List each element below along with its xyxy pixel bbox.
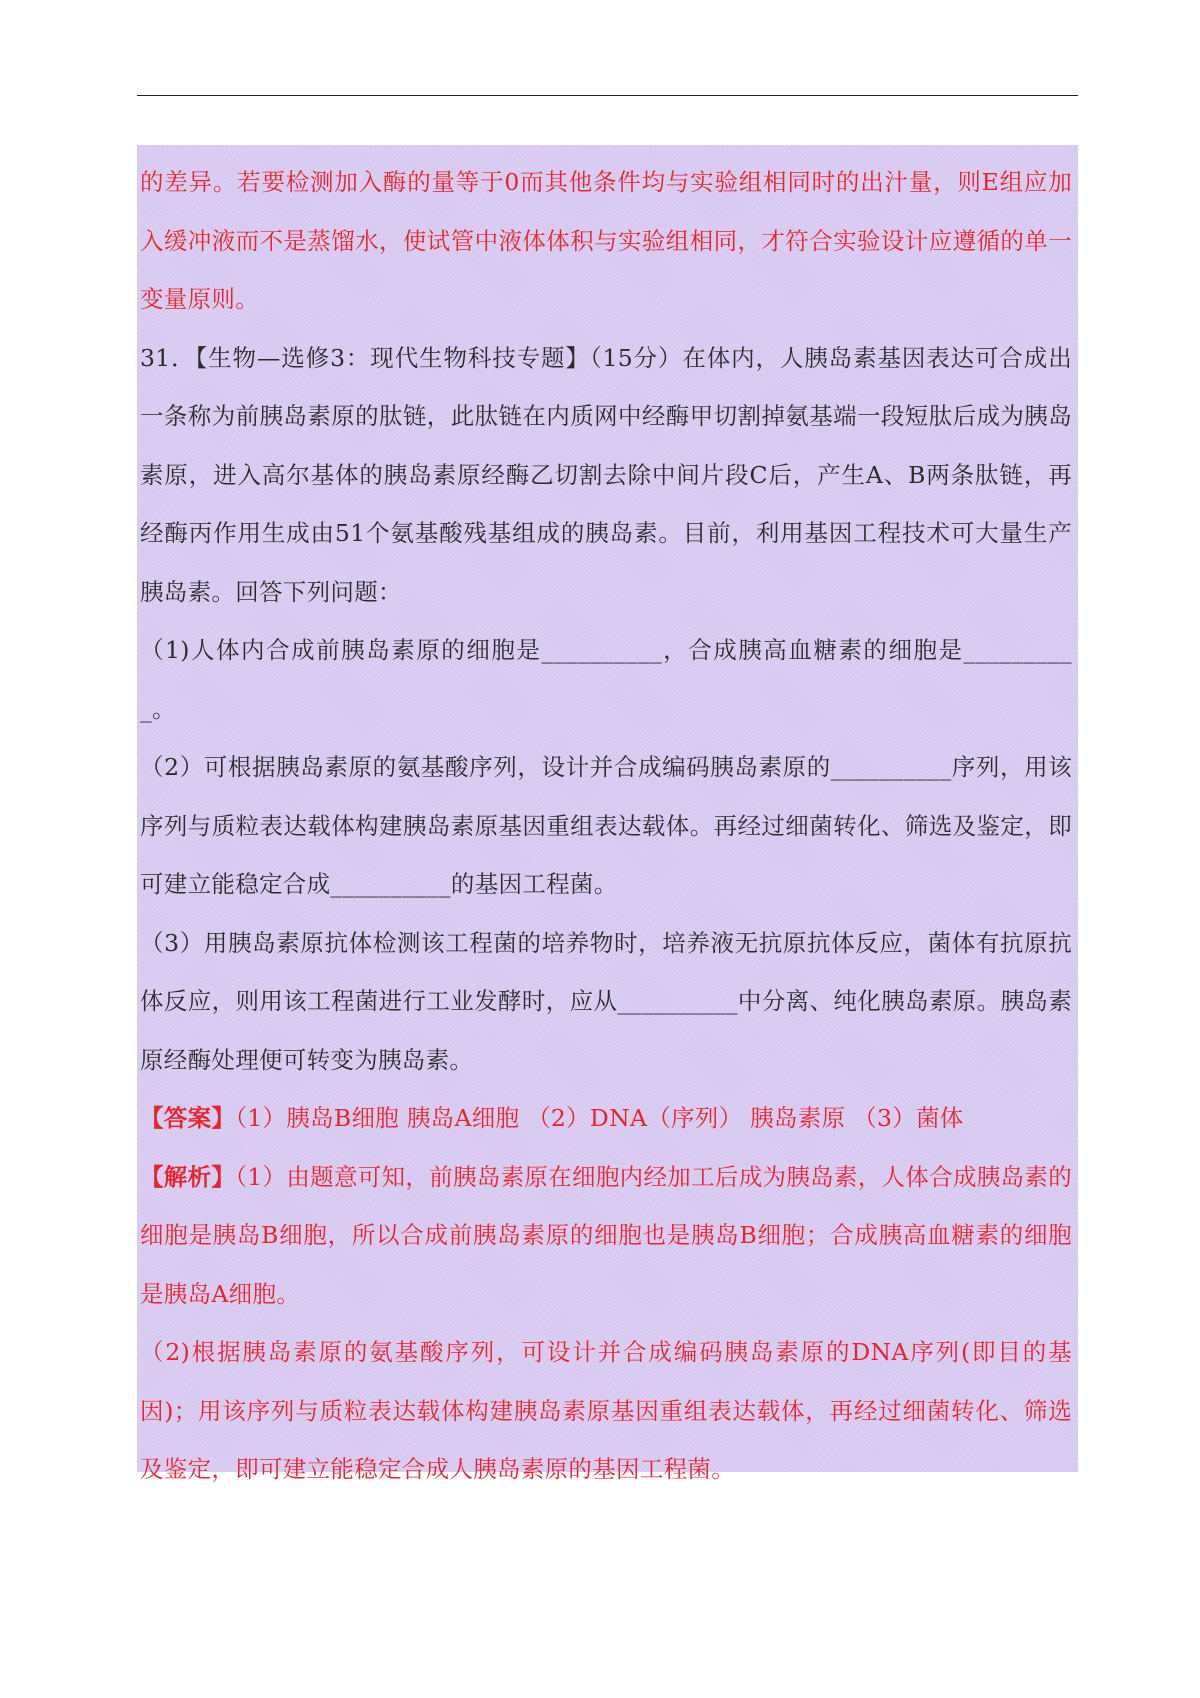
analysis-label: 【解析】 [140,1162,236,1191]
analysis-part-2: （2)根据胰岛素原的氨基酸序列，可设计并合成编码胰岛素原的DNA序列(即目的基因)；用该序列与质粒表达载体构建胰岛素原基因重组表达载体，再经过细菌转化、筛选及鉴定，即可建立能稳定合成人胰岛素原的基因工程菌。 [140,1338,1072,1483]
analysis-part-1-line [140,1148,1072,1324]
previous-explanation: 的差异。若要检测加入酶的量等于0而其他条件均与实验组相同时的出汁量，则E组应加入缓冲液而不是蒸馏水，使试管中液体体积与实验组相同，才符合实验设计应遵循的单一变量原则。 [140,168,1072,313]
answer-text: （1）胰岛B细胞 胰岛A细胞 （2）DNA（序列） 胰岛素原 （3）菌体 [235,1104,964,1132]
answer-label: 【答案】 [140,1104,236,1132]
question-stem: 31．【生物—选修3：现代生物科技专题】（15分）在体内，人胰岛素基因表达可合成出一条称为前胰岛素原的肽链，此肽链在内质网中经酶甲切割掉氨基端一段短肽后成为胰岛素原，进入高尔基体的胰岛素原经酶乙切割去除中间片段C后，产生A、B两条肽链，再经酶丙作用生成由51个氨基酸残基组成的胰岛素。目前，利用基因工程技术可大量生产胰岛素。回答下列问题： [140,343,1072,606]
answer-line [140,1089,1072,1148]
question-part-1: （1)人体内合成前胰岛素原的细胞是__________，合成胰高血糖素的细胞是__________。 [140,636,1072,723]
question-part-3: （3）用胰岛素原抗体检测该工程菌的培养物时，培养液无抗原抗体反应，菌体有抗原抗体反应，则用该工程菌进行工业发酵时，应从__________中分离、纯化胰岛素原。胰岛素原经酶处理便可转变为胰岛素。 [140,928,1072,1074]
content-panel [137,145,1078,1483]
analysis-part-1: （1）由题意可知，前胰岛素原在细胞内经加工后成为胰岛素，人体合成胰岛素的细胞是胰岛B细胞，所以合成前胰岛素原的细胞也是胰岛B细胞；合成胰高血糖素的细胞是胰岛A细胞。 [140,1162,1073,1308]
header-rule [137,95,1078,96]
question-part-2: （2）可根据胰岛素原的氨基酸序列，设计并合成编码胰岛素原的__________序列，用该序列与质粒表达载体构建胰岛素原基因重组表达载体。再经过细菌转化、筛选及鉴定，即可建立能稳定合成__________的基因工程菌。 [140,753,1072,898]
